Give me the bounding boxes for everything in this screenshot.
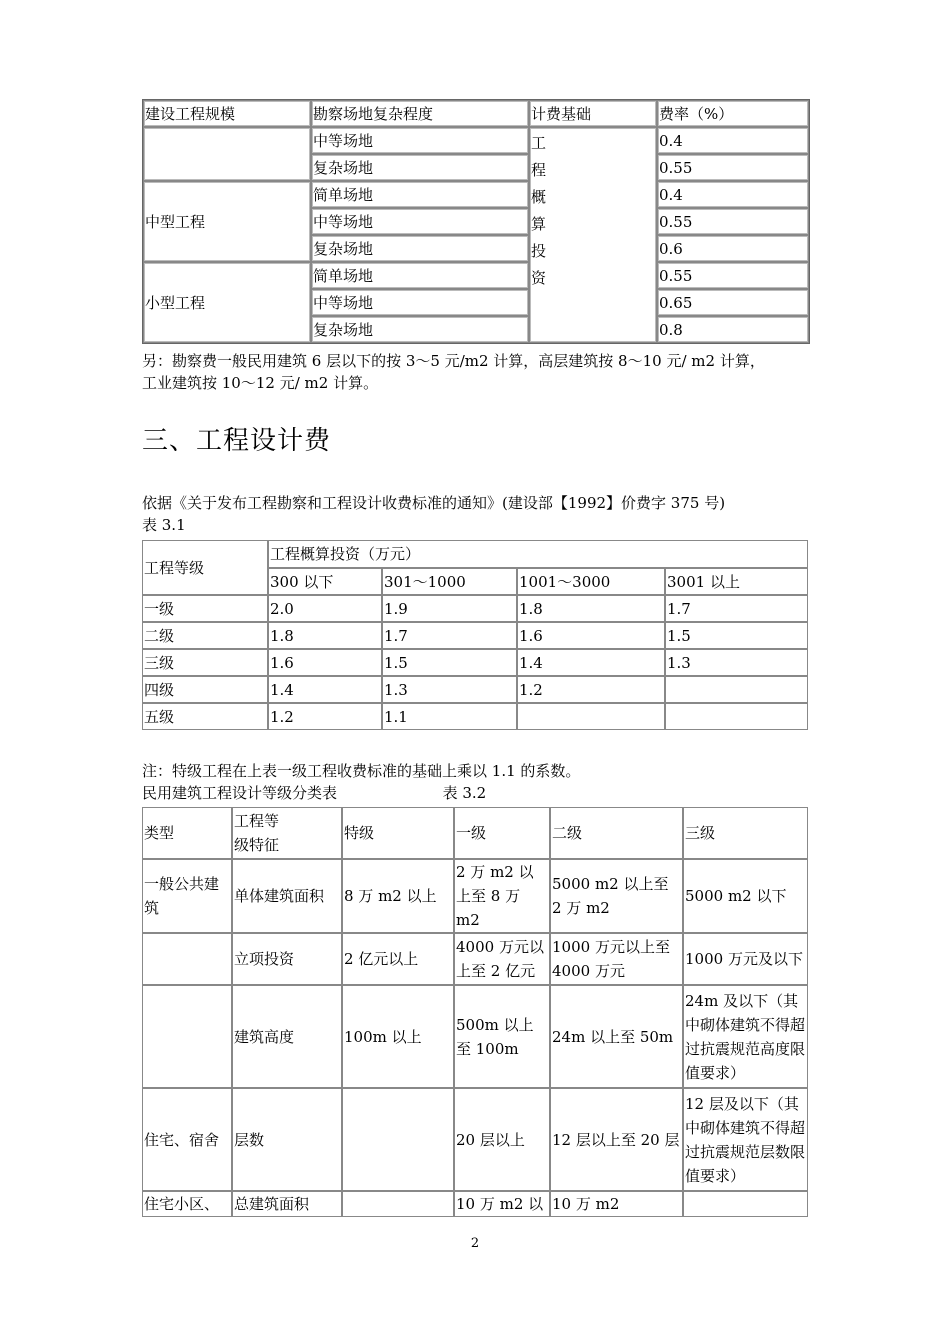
- rate-cell: 0.55: [657, 208, 809, 235]
- header-type: 类型: [142, 807, 232, 859]
- rate-cell: 0.4: [657, 181, 809, 208]
- fee-cell: 1.2: [517, 676, 665, 703]
- grade3-cell: 24m 及以下（其中砌体建筑不得超过抗震规范高度限值要求）: [683, 985, 808, 1088]
- header-complexity: 勘察场地复杂程度: [311, 100, 529, 127]
- fee-cell: 1.7: [382, 622, 517, 649]
- fee-cell: [517, 703, 665, 730]
- feature-cell: 层数: [232, 1088, 342, 1191]
- header-feature-line1: 工程等: [234, 812, 280, 830]
- grade-cell: 四级: [142, 676, 268, 703]
- header-grade2: 二级: [550, 807, 683, 859]
- type-cell: 一般公共建筑: [142, 859, 232, 933]
- site-cell: 中等场地: [311, 208, 529, 235]
- range-header: 300 以下: [268, 568, 382, 595]
- site-cell: 中等场地: [311, 289, 529, 316]
- header-scale: 建设工程规模: [143, 100, 311, 127]
- table3-caption-left: 民用建筑工程设计等级分类表: [142, 784, 338, 802]
- table-caption: 表 3.1: [142, 516, 186, 534]
- rate-cell: 0.4: [657, 127, 809, 154]
- fee-cell: 1.4: [268, 676, 382, 703]
- site-cell: 中等场地: [311, 127, 529, 154]
- basis-char: 投: [531, 242, 547, 260]
- type-cell: 住宅小区、: [142, 1191, 232, 1217]
- grade-cell: 二级: [142, 622, 268, 649]
- fee-cell: [665, 703, 808, 730]
- fee-cell: 1.2: [268, 703, 382, 730]
- fee-cell: 1.3: [665, 649, 808, 676]
- feature-cell: 立项投资: [232, 933, 342, 985]
- survey-note: [142, 350, 765, 394]
- rate-cell: 0.8: [657, 316, 809, 343]
- scale-cell: 中型工程: [143, 181, 311, 262]
- basis-line: 依据《关于发布工程勘察和工程设计收费标准的通知》(建设部【1992】价费字 375 号): [142, 494, 726, 512]
- grade3-cell: 12 层及以下（其中砌体建筑不得超过抗震规范层数限值要求）: [683, 1088, 808, 1191]
- type-cell: 住宅、宿舍: [142, 1088, 232, 1191]
- special-cell: [342, 1088, 454, 1191]
- basis-cell: [529, 127, 657, 343]
- fee-cell: 1.5: [382, 649, 517, 676]
- header-basis: 计费基础: [529, 100, 657, 127]
- grade3-cell: 5000 m2 以下: [683, 859, 808, 933]
- site-cell: 简单场地: [311, 181, 529, 208]
- fee-cell: 1.6: [517, 622, 665, 649]
- special-cell: 100m 以上: [342, 985, 454, 1088]
- fee-cell: 1.6: [268, 649, 382, 676]
- site-cell: 复杂场地: [311, 154, 529, 181]
- range-header: 1001～3000: [517, 568, 665, 595]
- scale-cell: 小型工程: [143, 262, 311, 343]
- header-grade1: 一级: [454, 807, 550, 859]
- fee-cell: 1.4: [517, 649, 665, 676]
- grade1-cell: 2 万 m2 以上至 8 万 m2: [454, 859, 550, 933]
- header-grade3: 三级: [683, 807, 808, 859]
- basis-char: 资: [531, 269, 547, 287]
- page-number: 2: [470, 1236, 480, 1251]
- grade2-cell: 24m 以上至 50m: [550, 985, 683, 1088]
- special-cell: 2 亿元以上: [342, 933, 454, 985]
- header-feature: [232, 807, 342, 859]
- range-header: 3001 以上: [665, 568, 808, 595]
- note-line: 注：特级工程在上表一级工程收费标准的基础上乘以 1.1 的系数。: [142, 762, 581, 780]
- basis-char: 算: [531, 215, 547, 233]
- design-grade-table: [142, 807, 808, 1217]
- fee-cell: 1.9: [382, 595, 517, 622]
- grade1-cell: 20 层以上: [454, 1088, 550, 1191]
- table3-caption-right: 表 3.2: [442, 784, 487, 802]
- design-fee-table: [142, 540, 808, 730]
- basis-char: 工: [531, 134, 547, 152]
- grade-cell: 五级: [142, 703, 268, 730]
- design-note: [142, 760, 580, 804]
- note-line: 另：勘察费一般民用建筑 6 层以下的按 3～5 元/m2 计算，高层建筑按 8～10 元/ m2 计算，: [142, 352, 765, 370]
- feature-cell: 建筑高度: [232, 985, 342, 1088]
- feature-cell: 总建筑面积: [232, 1191, 342, 1217]
- grade3-cell: 1000 万元及以下: [683, 933, 808, 985]
- grade2-cell: 1000 万元以上至 4000 万元: [550, 933, 683, 985]
- fee-cell: [665, 676, 808, 703]
- site-cell: 简单场地: [311, 262, 529, 289]
- fee-cell: 1.1: [382, 703, 517, 730]
- fee-cell: 1.3: [382, 676, 517, 703]
- site-cell: 复杂场地: [311, 235, 529, 262]
- grade2-cell: 12 层以上至 20 层: [550, 1088, 683, 1191]
- grade3-cell: [683, 1191, 808, 1217]
- grade-cell: 三级: [142, 649, 268, 676]
- type-cell: [142, 985, 232, 1088]
- range-header: 301～1000: [382, 568, 517, 595]
- scale-cell: [143, 127, 311, 181]
- basis-text: [142, 492, 725, 536]
- table3-caption: [142, 782, 580, 804]
- note-line: 工业建筑按 10～12 元/ m2 计算。: [142, 374, 379, 392]
- rate-cell: 0.55: [657, 262, 809, 289]
- fee-cell: 1.8: [268, 622, 382, 649]
- header-rate: 费率（%）: [657, 100, 809, 127]
- grade2-cell: 5000 m2 以上至 2 万 m2: [550, 859, 683, 933]
- grade-header: 工程等级: [142, 540, 268, 595]
- special-cell: 8 万 m2 以上: [342, 859, 454, 933]
- rate-cell: 0.6: [657, 235, 809, 262]
- header-special: 特级: [342, 807, 454, 859]
- site-cell: 复杂场地: [311, 316, 529, 343]
- rate-cell: 0.65: [657, 289, 809, 316]
- header-feature-line2: 级特征: [234, 836, 280, 854]
- grade1-cell: 4000 万元以上至 2 亿元: [454, 933, 550, 985]
- grade2-cell: 10 万 m2: [550, 1191, 683, 1217]
- survey-fee-table: [142, 99, 810, 344]
- grade1-cell: 500m 以上至 100m: [454, 985, 550, 1088]
- grade1-cell: 10 万 m2 以: [454, 1191, 550, 1217]
- type-cell: [142, 933, 232, 985]
- invest-header: 工程概算投资（万元）: [268, 540, 808, 568]
- fee-cell: 2.0: [268, 595, 382, 622]
- section-title: 三、工程设计费: [142, 426, 332, 456]
- rate-cell: 0.55: [657, 154, 809, 181]
- basis-char: 概: [531, 188, 547, 206]
- feature-cell: 单体建筑面积: [232, 859, 342, 933]
- fee-cell: 1.8: [517, 595, 665, 622]
- basis-char: 程: [531, 161, 547, 179]
- special-cell: [342, 1191, 454, 1217]
- fee-cell: 1.5: [665, 622, 808, 649]
- fee-cell: 1.7: [665, 595, 808, 622]
- grade-cell: 一级: [142, 595, 268, 622]
